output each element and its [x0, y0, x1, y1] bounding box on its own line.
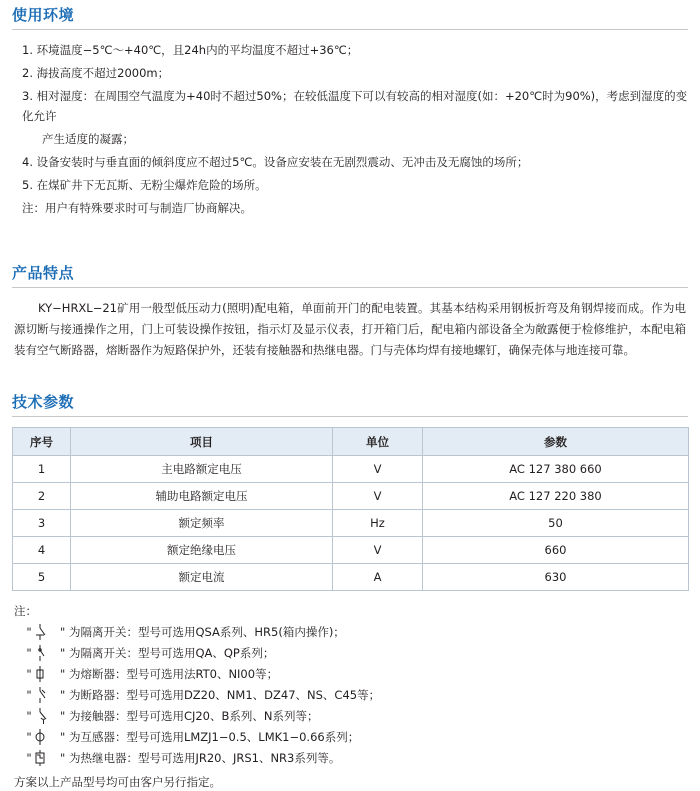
- legend-row: [14, 623, 688, 641]
- cell-item: 辅助电路额定电压: [71, 483, 333, 510]
- isolating-switch-2-icon: [14, 644, 60, 662]
- legend-text: " 为互感器：型号可选用LMZJ1−0.5、LMK1−0.66系列；: [60, 730, 360, 744]
- usage-section-title: 使用环境: [12, 6, 75, 24]
- cell-item: 额定频率: [71, 510, 333, 537]
- table-row: [13, 564, 689, 591]
- features-paragraph: [14, 298, 686, 361]
- cell-item: 额定电流: [71, 564, 333, 591]
- cell-unit: Hz: [333, 510, 423, 537]
- params-divider: [12, 416, 688, 417]
- legend-text: " 为熔断器：型号可选用法RT0、NI00等；: [60, 667, 279, 681]
- features-divider: [12, 287, 688, 288]
- params-section: [12, 391, 688, 591]
- isolating-switch-1-icon: [14, 623, 60, 641]
- quote-open: ": [26, 667, 32, 681]
- features-section: [12, 262, 688, 361]
- column-header-unit: 单位: [333, 428, 423, 456]
- table-row: [13, 456, 689, 483]
- usage-section: [12, 0, 688, 218]
- quote-open: ": [26, 688, 32, 702]
- cell-no: 5: [13, 564, 71, 591]
- final-note: 方案以上产品型号均可由客户另行指定。: [14, 775, 221, 789]
- usage-item: 5. 在煤矿井下无瓦斯、无粉尘爆炸危险的场所。: [22, 178, 267, 192]
- cell-item: 主电路额定电压: [71, 456, 333, 483]
- column-header-param: 参数: [423, 428, 689, 456]
- legend-row: [14, 644, 688, 662]
- legend-text: " 为接触器：型号可选用CJ20、B系列、N系列等；: [60, 709, 319, 723]
- quote-open: ": [26, 646, 32, 660]
- table-header-row: [13, 428, 689, 456]
- params-section-title: 技术参数: [12, 393, 75, 411]
- usage-item: 4. 设备安装时与垂直面的倾斜度应不超过5℃。设备应安装在无剧烈震动、无冲击及无腐蚀的场所；: [22, 155, 529, 169]
- cell-unit: V: [333, 537, 423, 564]
- table-row: [13, 483, 689, 510]
- legend-row: [14, 749, 688, 767]
- cell-param: 50: [423, 510, 689, 537]
- column-header-item: 项目: [71, 428, 333, 456]
- transformer-icon: [14, 728, 60, 746]
- cell-param: AC 127 380 660: [423, 456, 689, 483]
- cell-no: 4: [13, 537, 71, 564]
- usage-item: 1. 环境温度−5℃～+40℃，且24h内的平均温度不超过+36℃；: [22, 43, 359, 57]
- legend-text: " 为隔离开关：型号可选用QSA系列、HR5(箱内操作)；: [60, 625, 345, 639]
- legend-text: " 为隔离开关：型号可选用QA、QP系列；: [60, 646, 275, 660]
- usage-divider: [12, 29, 688, 30]
- usage-item: 3. 相对湿度：在周围空气温度为+40时不超过50%；在较低温度下可以有较高的相对湿度(如：+20℃时为90%)，考虑到湿度的变化允许: [22, 89, 688, 123]
- legend-row: [14, 707, 688, 725]
- legend-row: [14, 686, 688, 704]
- thermal-relay-icon: [14, 749, 60, 767]
- spacer: [12, 218, 688, 262]
- contactor-icon: [14, 707, 60, 725]
- cell-param: 660: [423, 537, 689, 564]
- legend-row: [14, 665, 688, 683]
- cell-unit: A: [333, 564, 423, 591]
- fuse-icon: [14, 665, 60, 683]
- cell-item: 额定绝缘电压: [71, 537, 333, 564]
- cell-no: 1: [13, 456, 71, 483]
- legend-text: " 为断路器：型号可选用DZ20、NM1、DZ47、NS、C45等；: [60, 688, 381, 702]
- usage-note: 注：用户有特殊要求时可与制造厂协商解决。: [22, 201, 252, 215]
- cell-no: 2: [13, 483, 71, 510]
- notes-heading: 注：: [14, 604, 37, 618]
- usage-item-continuation: 产生适度的凝露；: [42, 132, 134, 146]
- quote-open: ": [26, 730, 32, 744]
- legend-text: " 为热继电器：型号可选用JR20、JRS1、NR3系列等。: [60, 751, 341, 765]
- cell-param: 630: [423, 564, 689, 591]
- cell-param: AC 127 220 380: [423, 483, 689, 510]
- legend-row: [14, 728, 688, 746]
- table-row: [13, 510, 689, 537]
- column-header-no: 序号: [13, 428, 71, 456]
- quote-open: ": [26, 709, 32, 723]
- spacer: [12, 361, 688, 391]
- params-table: [12, 427, 689, 591]
- cell-unit: V: [333, 483, 423, 510]
- usage-item: 2. 海拔高度不超过2000m；: [22, 66, 170, 80]
- legend-notes: [12, 603, 688, 791]
- cell-no: 3: [13, 510, 71, 537]
- features-section-title: 产品特点: [12, 264, 75, 282]
- cell-unit: V: [333, 456, 423, 483]
- quote-open: ": [26, 625, 32, 639]
- features-paragraph-text: KY−HRXL−21矿用一般型低压动力(照明)配电箱，单面前开门的配电装置。其基本结构采用钢板折弯及角钢焊接而成。作为电源切断与接通操作之用，门上可装设操作按钮，指示灯及显示仪表，打开箱门后，配电箱内部设备全为敞露便于检修维护，本配电箱装有空气断路器，熔断器作为短路保护外，还装有接触器和热继电器。门与壳体均焊有接地螺钉，确保壳体与地连接可靠。: [14, 301, 686, 357]
- quote-open: ": [26, 751, 32, 765]
- table-row: [13, 537, 689, 564]
- breaker-icon: [14, 686, 60, 704]
